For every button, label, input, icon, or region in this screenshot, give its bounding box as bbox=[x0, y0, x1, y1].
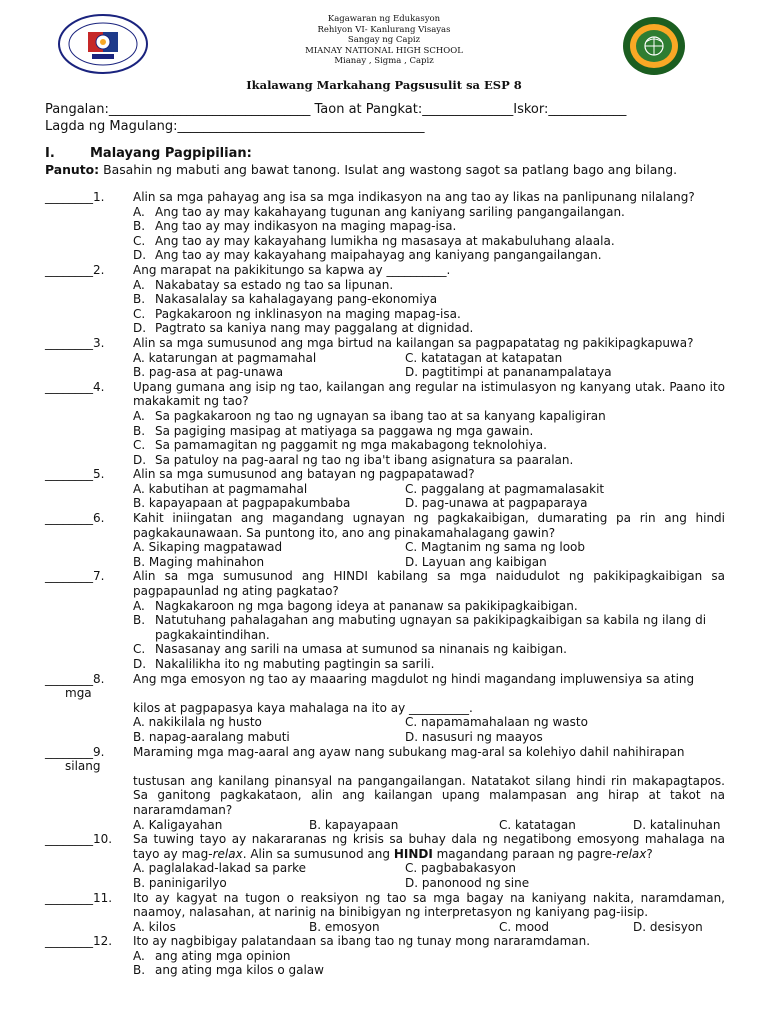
option: C. Nasasanay ang sarili na umasa at sumunod sa ninanais ng kaibigan. bbox=[133, 642, 567, 657]
agency-header bbox=[0, 14, 768, 67]
header-line: Rehiyon VI- Kanlurang Visayas bbox=[317, 24, 451, 35]
answer-blank[interactable]: ________4. bbox=[45, 379, 105, 394]
question-3 bbox=[45, 336, 725, 380]
option: C. pagbabakasyon bbox=[405, 861, 516, 876]
option: A. paglalakad-lakad sa parke bbox=[133, 861, 307, 876]
option: D. Layuan ang kaibigan bbox=[405, 554, 547, 569]
exam-title: Ikalawang Markahang Pagsusulit sa ESP 8 bbox=[246, 78, 522, 92]
question-12 bbox=[45, 934, 725, 978]
question-text: Ang marapat na pakikitungo sa kapwa ay __________. bbox=[133, 262, 451, 277]
question-text-wrap: silang bbox=[65, 759, 101, 774]
option: B. paninigarilyo bbox=[133, 875, 227, 890]
header-line: MIANAY NATIONAL HIGH SCHOOL bbox=[305, 45, 463, 56]
question-10 bbox=[45, 832, 725, 890]
question-1 bbox=[45, 190, 725, 263]
question-text-wrap: mga bbox=[65, 686, 92, 701]
section-title: Malayang Pagpipilian: bbox=[90, 146, 252, 161]
question-text: Ito ay kagyat na tugon o reaksiyon ng tao sa mga bagay na kaniyang nakita, naramdaman, naamoy, nalasahan, at narinig na binibigyan ng interpretasyon ng kaniyang pag-iisip. bbox=[133, 890, 725, 920]
option: C. Pagkakaroon ng inklinasyon na maging mapag-isa. bbox=[133, 306, 461, 321]
option: C. katatagan at katapatan bbox=[405, 350, 563, 365]
option: A. nakikilala ng husto bbox=[133, 715, 262, 730]
question-text: Maraming mga mag-aaral ang ayaw nang subukang mag-aral sa kolehiyo dahil nahihirapan bbox=[133, 744, 685, 759]
answer-blank[interactable]: ________3. bbox=[45, 335, 105, 350]
option: B. pag-asa at pag-unawa bbox=[133, 365, 284, 380]
option: A. Nagkakaroon ng mga bagong ideya at pananaw sa pakikipagkaibigan. bbox=[133, 598, 578, 613]
question-text: Alin sa mga sumusunod ang mga birtud na kailangan sa pagpapatatag ng pakikipagkapuwa? bbox=[133, 335, 694, 350]
option: C. paggalang at pagmamalasakit bbox=[405, 481, 605, 496]
section-number: I. bbox=[45, 146, 55, 161]
option: B. Ang tao ay may indikasyon na maging mapag-isa. bbox=[133, 219, 457, 234]
option: D. Ang tao ay may kakayahang maipahayag ang kaniyang pangangailangan. bbox=[133, 248, 602, 263]
option: B. kapayapaan bbox=[309, 817, 399, 832]
question-text-continued: tustusan ang kanilang pinansyal na pangangailangan. Natatakot silang hindi rin makapagtapos. Sa ganitong pagkakataon, alin ang kailangan upang malampasan ang hirap at takot na nararamdaman? bbox=[133, 773, 725, 817]
answer-blank[interactable]: ________10. bbox=[45, 832, 113, 847]
answer-blank[interactable]: ________2. bbox=[45, 262, 105, 277]
answer-blank[interactable]: ________9. bbox=[45, 744, 105, 759]
option: D. panonood ng sine bbox=[405, 875, 530, 890]
question-text: Kahit iniingatan ang magandang ugnayan ng pagkakaibigan, dumarating pa rin ang hindi pagkakaunawaan. Sa puntong ito, ano ang pinakamahalagang gawin? bbox=[133, 511, 725, 540]
option: A. Nakabatay sa estado ng tao sa lipunan. bbox=[133, 277, 394, 292]
name-grade-score-line[interactable]: Pangalan:_______________________________ Taon at Pangkat:______________Iskor:____________ bbox=[45, 102, 627, 117]
option: B. Nakasalalay sa kahalagayang pang-ekonomiya bbox=[133, 292, 438, 307]
answer-blank[interactable]: ________1. bbox=[45, 190, 105, 204]
option: D. pag-unawa at pagpaparaya bbox=[405, 496, 588, 511]
option: A. kilos bbox=[133, 919, 176, 934]
question-list bbox=[45, 190, 725, 978]
option: A. Sa pagkakaroon ng tao ng ugnayan sa ibang tao at sa kanyang kapaligiran bbox=[133, 408, 606, 423]
option: C. Ang tao ay may kakayahang lumikha ng masasaya at makabuluhang alaala. bbox=[133, 233, 615, 248]
option: C. mood bbox=[499, 919, 549, 934]
directions bbox=[45, 162, 677, 177]
header-line: Mianay , Sigma , Capiz bbox=[334, 56, 434, 66]
option: C. Magtanim ng sama ng loob bbox=[405, 540, 586, 555]
option: A. Kaligayahan bbox=[133, 817, 223, 832]
option: D. desisyon bbox=[633, 919, 703, 934]
answer-blank[interactable]: ________11. bbox=[45, 890, 113, 905]
directions-label: Panuto: bbox=[45, 162, 100, 177]
question-6 bbox=[45, 511, 725, 569]
option: B. emosyon bbox=[309, 919, 380, 934]
answer-blank[interactable]: ________7. bbox=[45, 569, 105, 584]
answer-blank[interactable]: ________6. bbox=[45, 511, 105, 526]
option: B. kapayapaan at pagpapakumbaba bbox=[133, 496, 351, 511]
question-text: Upang gumana ang isip ng tao, kailangan ang regular na istimulasyon ng kanyang utak. Paano ito makakamit ng tao? bbox=[133, 379, 725, 409]
option: C. napamamahalaan ng wasto bbox=[405, 715, 588, 730]
option: D. Pagtrato sa kaniya nang may paggalang at dignidad. bbox=[133, 321, 474, 336]
answer-blank[interactable]: ________5. bbox=[45, 467, 105, 482]
option: A. kabutihan at pagmamahal bbox=[133, 481, 308, 496]
question-2 bbox=[45, 263, 725, 336]
student-info-fields bbox=[45, 101, 735, 135]
option: B. Sa pagiging masipag at matiyaga sa paggawa ng mga gawain. bbox=[133, 423, 534, 438]
question-8 bbox=[45, 672, 725, 745]
question-text: Alin sa mga sumusunod ang batayan ng pagpapatawad? bbox=[133, 467, 475, 482]
question-text: Ito ay nagbibigay palatandaan sa ibang tao ng tunay mong nararamdaman. bbox=[133, 934, 591, 949]
question-9 bbox=[45, 745, 725, 833]
question-text: Sa tuwing tayo ay nakararanas ng krisis sa buhay dala ng negatibong emosyong mahalaga na tayo ay mag-relax. Alin sa sumusunod ang HINDI magandang paraan ng pagre-relax? bbox=[133, 832, 725, 861]
question-text: Ang mga emosyon ng tao ay maaaring magdulot ng hindi magandang impluwensiya sa ating bbox=[133, 671, 695, 686]
question-11 bbox=[45, 891, 725, 935]
option: D. Nakalilikha ito ng mabuting pagtingin sa sarili. bbox=[133, 657, 435, 671]
question-7 bbox=[45, 569, 725, 671]
option: B. ang ating mga kilos o galaw bbox=[133, 963, 324, 978]
option: D. nasusuri ng maayos bbox=[405, 729, 543, 744]
document-header bbox=[0, 12, 768, 92]
option: A. ang ating mga opinion bbox=[133, 948, 291, 963]
question-4 bbox=[45, 380, 725, 468]
header-line: Sangay ng Capiz bbox=[347, 35, 421, 45]
question-text: Alin sa mga sumusunod ang HINDI kabilang sa mga naidudulot ng pakikipagkaibigan sa pagpapaunlad ng ating pagkatao? bbox=[133, 569, 725, 599]
section-heading bbox=[45, 146, 252, 161]
option: B. Natutuhang pahalagahan ang mabuting ugnayan sa pakikipagkaibigan sa kabila ng ilang di pagkakaintindihan. bbox=[133, 613, 707, 642]
parent-signature-line[interactable]: Lagda ng Magulang:______________________________________ bbox=[45, 119, 425, 134]
option: C. Sa pamamagitan ng paggamit ng mga makabagong teknolohiya. bbox=[133, 438, 547, 453]
question-text: Alin sa mga pahayag ang isa sa mga indikasyon na ang tao ay likas na panlipunang nilalang? bbox=[133, 190, 695, 204]
option: A. Sikaping magpatawad bbox=[133, 540, 283, 555]
option: D. Sa patuloy na pag-aaral ng tao ng iba't ibang asignatura sa paaralan. bbox=[133, 452, 574, 467]
option: B. Maging mahinahon bbox=[133, 554, 265, 569]
answer-blank[interactable]: ________8. bbox=[45, 671, 105, 686]
option: B. napag-aaralang mabuti bbox=[133, 729, 290, 744]
option: A. katarungan at pagmamahal bbox=[133, 350, 317, 365]
question-5 bbox=[45, 467, 725, 511]
header-line: Kagawaran ng Edukasyon bbox=[327, 14, 441, 24]
option: C. katatagan bbox=[499, 817, 576, 832]
option: D. katalinuhan bbox=[633, 817, 721, 832]
option: D. pagtitimpi at pananampalataya bbox=[405, 365, 612, 380]
option: A. Ang tao ay may kakahayang tugunan ang kaniyang sariling pangangailangan. bbox=[133, 204, 625, 219]
answer-blank[interactable]: ________12. bbox=[45, 934, 113, 949]
directions-text: Basahin ng mabuti ang bawat tanong. Isulat ang wastong sagot sa patlang bago ang bilang. bbox=[99, 162, 678, 177]
question-text-continued: kilos at pagpapasya kaya mahalaga na ito ay __________. bbox=[133, 700, 473, 715]
